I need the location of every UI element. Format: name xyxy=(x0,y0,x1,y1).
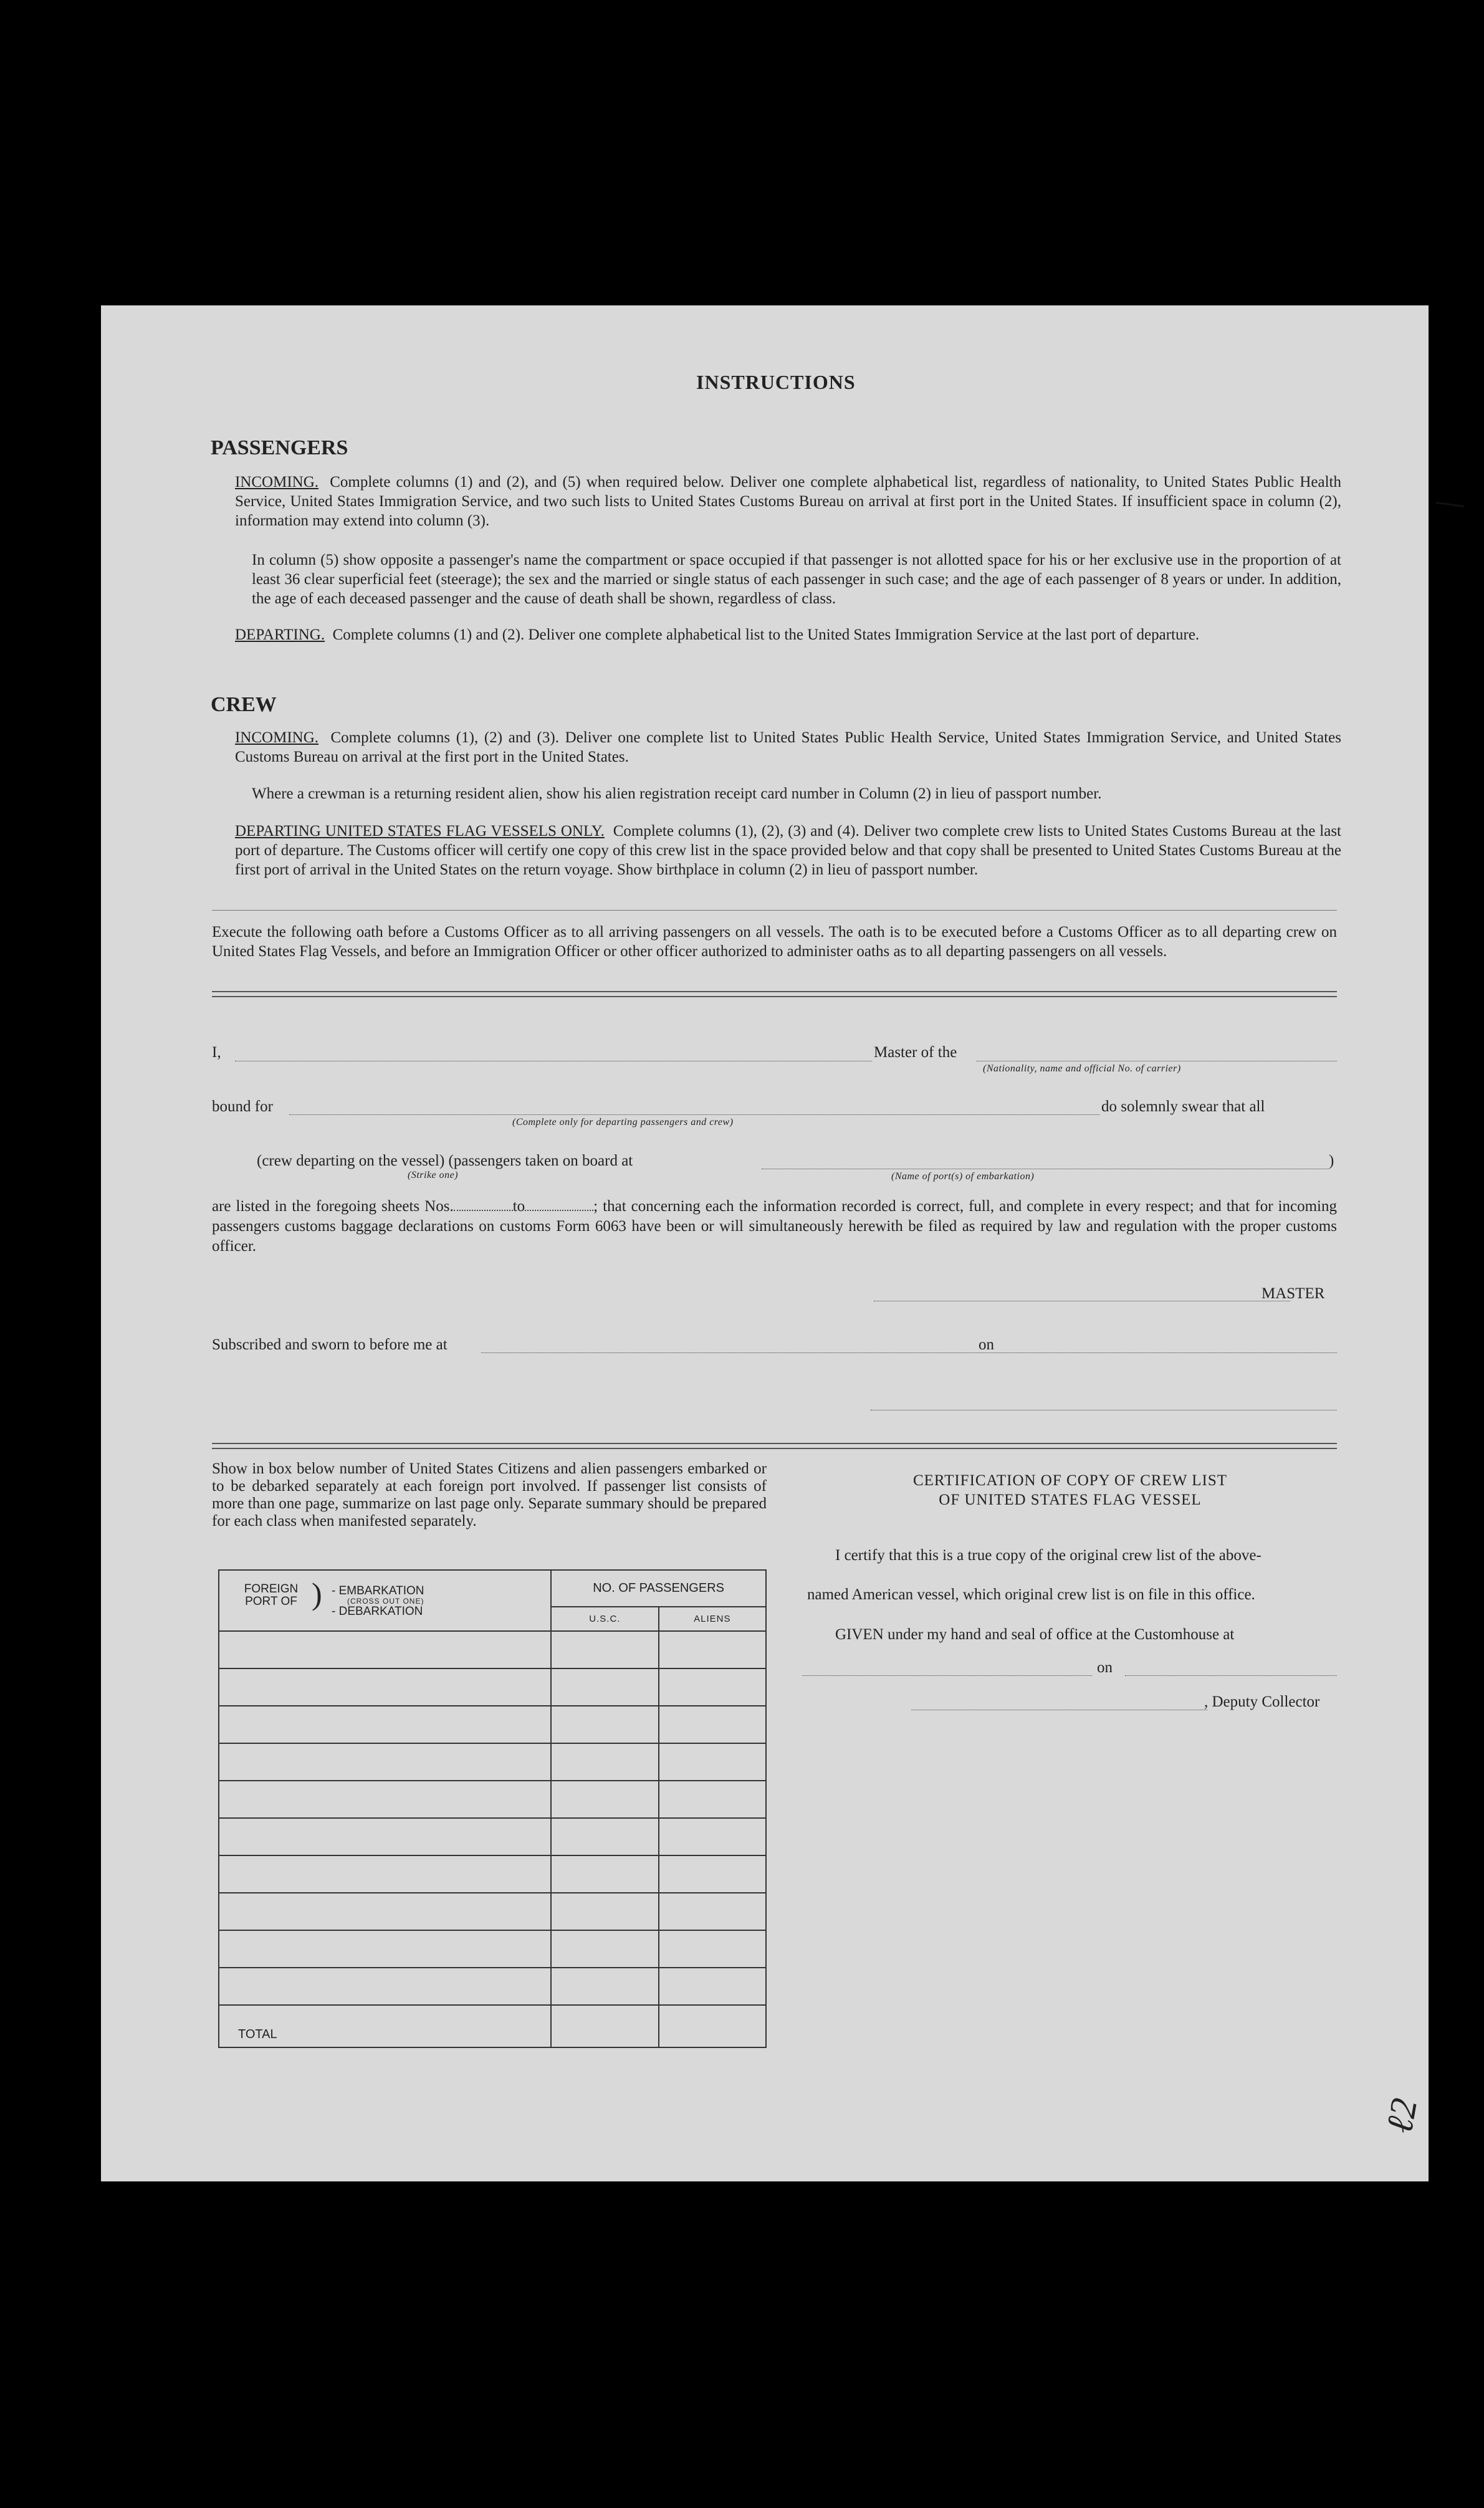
certification-title-line2: OF UNITED STATES FLAG VESSEL xyxy=(939,1491,1202,1508)
sworn-on-label: on xyxy=(979,1336,994,1353)
aliens-cell[interactable] xyxy=(659,1706,766,1743)
bound-for-label: bound for xyxy=(212,1098,273,1115)
port-cell[interactable] xyxy=(219,1893,551,1930)
table-row xyxy=(219,1781,766,1818)
passengers-departing-text: Complete columns (1) and (2). Deliver one complete alphabetical list to the United States Immigration Service at the last port of departure. xyxy=(332,626,1200,643)
crew-incoming-paragraph xyxy=(235,728,1341,767)
sworn-date-field[interactable] xyxy=(1005,1352,1337,1353)
listed-rest: ; that concerning each the information recorded is correct, full, and complete in every respect; and that for incoming passengers customs baggage declarations on customs Form 6063 have been or will simultaneously herewith be filed as required by law and regulation with the proper customs officer. xyxy=(212,1198,1337,1255)
debarkation-label: - DEBARKATION xyxy=(332,1605,423,1618)
total-row xyxy=(219,2005,766,2047)
form-sheet xyxy=(101,305,1429,2181)
certification-title-line1: CERTIFICATION OF COPY OF CREW LIST xyxy=(912,1472,1228,1489)
usc-total-cell[interactable] xyxy=(551,2005,658,2047)
passengers-heading: PASSENGERS xyxy=(211,436,348,459)
usc-cell[interactable] xyxy=(551,1855,658,1893)
passengers-departing-paragraph xyxy=(235,625,1341,644)
port-cell[interactable] xyxy=(219,1668,551,1706)
table-row xyxy=(219,1893,766,1930)
usc-cell[interactable] xyxy=(551,1968,658,2005)
certify-line1: I certify that this is a true copy of the original crew list of the above- xyxy=(835,1547,1261,1564)
usc-header: U.S.C. xyxy=(551,1607,658,1631)
aliens-header: ALIENS xyxy=(659,1607,766,1631)
aliens-cell[interactable] xyxy=(659,1930,766,1968)
usc-cell[interactable] xyxy=(551,1930,658,1968)
table-row xyxy=(219,1706,766,1743)
customhouse-field[interactable] xyxy=(802,1675,1092,1676)
certification-title xyxy=(802,1471,1338,1510)
close-paren: ) xyxy=(1329,1152,1334,1169)
master-of-label: Master of the xyxy=(874,1044,957,1061)
aliens-cell[interactable] xyxy=(659,1968,766,2005)
crew-heading: CREW xyxy=(211,693,277,716)
usc-cell[interactable] xyxy=(551,1781,658,1818)
port-cell[interactable] xyxy=(219,1855,551,1893)
table-row xyxy=(219,1743,766,1781)
passenger-summary-table xyxy=(218,1569,767,2048)
passengers-incoming-paragraph xyxy=(235,472,1341,530)
embarkation-label: - EMBARKATION xyxy=(332,1584,424,1597)
port-cell[interactable] xyxy=(219,1818,551,1855)
to-label: to xyxy=(512,1198,525,1215)
total-label: TOTAL xyxy=(219,2005,551,2047)
port-cell[interactable] xyxy=(219,1930,551,1968)
table-row xyxy=(219,1631,766,1668)
aliens-cell[interactable] xyxy=(659,1631,766,1668)
passengers-incoming-text: Complete columns (1) and (2), and (5) when required below. Deliver one complete alphabetical list, regardless of nationality, to United States Public Health Service, United States Immigration Service, and two such lists to United States Customs Bureau on arrival at first port in the United States. If insufficient space in column (2), information may extend into column (3). xyxy=(235,474,1342,529)
bound-for-field[interactable] xyxy=(289,1114,1099,1115)
crew-resident-paragraph: Where a crewman is a returning resident alien, show his alien registration receipt card number in Column (2) in lieu of passport number. xyxy=(252,785,1102,802)
swear-label: do solemnly swear that all xyxy=(1101,1098,1265,1115)
usc-cell[interactable] xyxy=(551,1893,658,1930)
no-passengers-header: NO. OF PASSENGERS xyxy=(551,1570,766,1607)
aliens-cell[interactable] xyxy=(659,1855,766,1893)
crew-departing-label: DEPARTING UNITED STATES FLAG VESSELS ONLY. xyxy=(235,823,605,840)
ports-caption: (Name of port(s) of embarkation) xyxy=(891,1171,1035,1182)
strike-one-caption: (Strike one) xyxy=(408,1170,459,1180)
aliens-cell[interactable] xyxy=(659,1818,766,1855)
certification-on-label: on xyxy=(1097,1659,1113,1676)
port-cell[interactable] xyxy=(219,1968,551,2005)
nationality-caption: (Nationality, name and official No. of carrier) xyxy=(983,1063,1181,1074)
table-row xyxy=(219,1968,766,2005)
sheet-from-field[interactable] xyxy=(454,1210,513,1211)
table-row xyxy=(219,1930,766,1968)
usc-cell[interactable] xyxy=(551,1631,658,1668)
crew-incoming-text: Complete columns (1), (2) and (3). Deliver one complete list to United States Public Health Service, United States Immigration Service, and United States Customs Bureau on arrival at the first port in the United States. xyxy=(235,729,1341,765)
usc-cell[interactable] xyxy=(551,1818,658,1855)
aliens-cell[interactable] xyxy=(659,1743,766,1781)
master-signature-label: MASTER xyxy=(1261,1285,1325,1302)
table-row xyxy=(219,1855,766,1893)
certification-date-field[interactable] xyxy=(1125,1675,1337,1676)
oath-i-label: I, xyxy=(212,1044,221,1061)
crew-departing-text: Complete columns (1), (2), (3) and (4). Deliver two complete crew lists to United States Customs Bureau at the last port of departure. The Customs officer will certify one copy of this crew list in the space provided below and that copy shall be presented to United States Customs Bureau at the first port of arrival in the United States on the return voyage. Show birthplace in column (2) in lieu of passport number. xyxy=(235,823,1341,878)
crew-departing-paragraph xyxy=(235,821,1341,879)
deputy-collector-label: , Deputy Collector xyxy=(1204,1693,1320,1710)
aliens-cell[interactable] xyxy=(659,1781,766,1818)
cross-out-label: (CROSS OUT ONE) xyxy=(347,1597,424,1606)
divider xyxy=(212,910,1337,911)
table-row xyxy=(219,1668,766,1706)
handwritten-page-number: ℓ2 xyxy=(1378,2095,1425,2137)
aliens-cell[interactable] xyxy=(659,1893,766,1930)
passengers-incoming-label: INCOMING. xyxy=(235,474,319,491)
port-cell[interactable] xyxy=(219,1743,551,1781)
crew-incoming-label: INCOMING. xyxy=(235,729,319,746)
brace: ) xyxy=(312,1576,322,1611)
passengers-departing-label: DEPARTING. xyxy=(235,626,325,643)
table-row xyxy=(219,1818,766,1855)
foreign-port-label: FOREIGN PORT OF xyxy=(244,1582,299,1608)
summary-intro: Show in box below number of United States Citizens and alien passengers embarked or to be debarked separately at each foreign port involved. If passenger list consists of more than one page, summarize on last page only. Separate summary should be prepared for each class when manifested separately. xyxy=(212,1460,767,1529)
are-listed-label: are listed in the foregoing sheets Nos. xyxy=(212,1198,454,1215)
port-cell[interactable] xyxy=(219,1631,551,1668)
usc-cell[interactable] xyxy=(551,1668,658,1706)
given-line: GIVEN under my hand and seal of office at the Customhouse at xyxy=(835,1626,1235,1643)
port-cell[interactable] xyxy=(219,1781,551,1818)
margin-tick xyxy=(1436,502,1464,507)
usc-cell[interactable] xyxy=(551,1706,658,1743)
subscribed-label: Subscribed and sworn to before me at xyxy=(212,1336,448,1353)
usc-cell[interactable] xyxy=(551,1743,658,1781)
passengers-column5-paragraph: In column (5) show opposite a passenger's name the compartment or space occupied if that passenger is not allotted space for his or her exclusive use in the proportion of at least 36 clear superficial feet (steerage); the sex and the married or single status of each passenger in such case; and the age of each passenger of 8 years or under. In addition, the age of each deceased passenger and the cause of death shall be shown, regardless of class. xyxy=(252,552,1341,607)
port-cell[interactable] xyxy=(219,1706,551,1743)
instructions-title: INSTRUCTIONS xyxy=(696,371,856,393)
divider xyxy=(212,996,1337,997)
aliens-total-cell[interactable] xyxy=(659,2005,766,2047)
aliens-cell[interactable] xyxy=(659,1668,766,1706)
divider xyxy=(212,1443,1337,1444)
divider xyxy=(212,1448,1337,1449)
certify-line2: named American vessel, which original crew list is on file in this office. xyxy=(807,1586,1255,1603)
sheet-to-field[interactable] xyxy=(525,1210,593,1211)
table-header-row xyxy=(219,1570,766,1607)
oath-intro: Execute the following oath before a Customs Officer as to all arriving passengers on all vessels. The oath is to be executed before a Customs Officer as to all departing crew on United States Flag Vessels, and before an Immigration Officer or other officer authorized to administer oaths as to all departing passengers on all vessels. xyxy=(212,924,1337,960)
crew-departing-label: (crew departing on the vessel) (passengers taken on board at xyxy=(257,1152,633,1169)
port-header-cell xyxy=(219,1570,551,1631)
divider xyxy=(212,991,1337,992)
are-listed-paragraph xyxy=(212,1197,1337,1256)
complete-only-caption: (Complete only for departing passengers and crew) xyxy=(512,1117,734,1127)
